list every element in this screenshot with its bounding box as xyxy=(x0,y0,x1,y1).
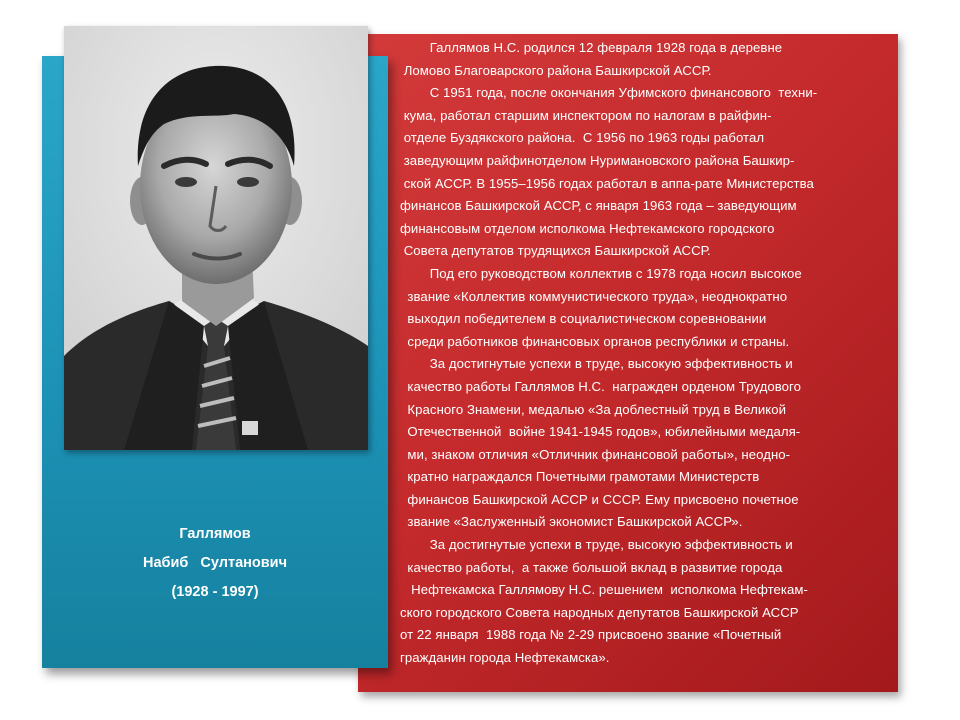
person-given-names: Набиб Султанович xyxy=(142,555,288,571)
biography-line: качество работы, а также большой вклад в развитие города xyxy=(400,559,783,575)
biography-line: Под его руководством коллектив с 1978 года носил высокое xyxy=(400,265,802,281)
person-name-block xyxy=(42,520,388,607)
biography-line: Нефтекамска Галлямову Н.С. решением исполкома Нефтекам- xyxy=(400,582,808,598)
biography-line: заведующим райфинотделом Нуримановского района Башкир- xyxy=(400,152,795,168)
biography-line: финансов Башкирской АССР и СССР. Ему присвоено почетное xyxy=(400,491,799,507)
portrait-photo xyxy=(64,26,368,450)
biography-line: Отечественной войне 1941-1945 годов», юбилейными медаля- xyxy=(400,424,801,440)
biography-line: выходил победителем в социалистическом соревновании xyxy=(400,311,767,327)
biography-line: Совета депутатов трудящихся Башкирской АССР. xyxy=(400,243,711,259)
biography-line: С 1951 года, после окончания Уфимского финансового техни- xyxy=(400,85,818,101)
person-surname: Галлямов xyxy=(179,526,251,542)
biography-line: от 22 января 1988 года № 2-29 присвоено звание «Почетный xyxy=(400,627,782,643)
biography-line: ской АССР. В 1955–1956 годах работал в аппа-рате Министерства xyxy=(400,175,814,191)
biography-line: Галлямов Н.С. родился 12 февраля 1928 года в деревне xyxy=(400,40,783,55)
biography-line: среди работников финансовых органов республики и страны. xyxy=(400,333,790,349)
biography-line: За достигнутые успехи в труде, высокую эффективность и xyxy=(400,356,793,372)
biography-line: отделе Буздякского района. С 1956 по 1963 годы работал xyxy=(400,130,765,146)
biography-line: качество работы Галлямов Н.С. награжден орденом Трудового xyxy=(400,378,801,394)
biography-line: кума, работал старшим инспектором по налогам в райфин- xyxy=(400,107,772,123)
biography-line: звание «Коллектив коммунистического труда», неоднократно xyxy=(400,288,788,304)
biography-line: звание «Заслуженный экономист Башкирской АССР». xyxy=(400,514,743,530)
biography-line: финансов Башкирской АССР, с января 1963 года – заведующим xyxy=(400,198,797,214)
biography-line: За достигнутые успехи в труде, высокую эффективность и xyxy=(400,537,793,553)
person-years: (1928 - 1997) xyxy=(171,584,259,600)
biography-line: Ломово Благоварского района Башкирской АССР. xyxy=(400,62,712,78)
biography-line: ского городского Совета народных депутатов Башкирской АССР xyxy=(400,604,799,620)
biography-line: финансовым отделом исполкома Нефтекамского городского xyxy=(400,220,775,236)
biography-line: ми, знаком отличия «Отличник финансовой работы», неодно- xyxy=(400,446,791,462)
biography-line: гражданин города Нефтекамска». xyxy=(400,650,610,666)
biography-line: Красного Знамени, медалью «За доблестный труд в Великой xyxy=(400,401,786,417)
biography-text xyxy=(400,37,892,670)
biography-line: кратно награждался Почетными грамотами Министерств xyxy=(400,469,760,485)
